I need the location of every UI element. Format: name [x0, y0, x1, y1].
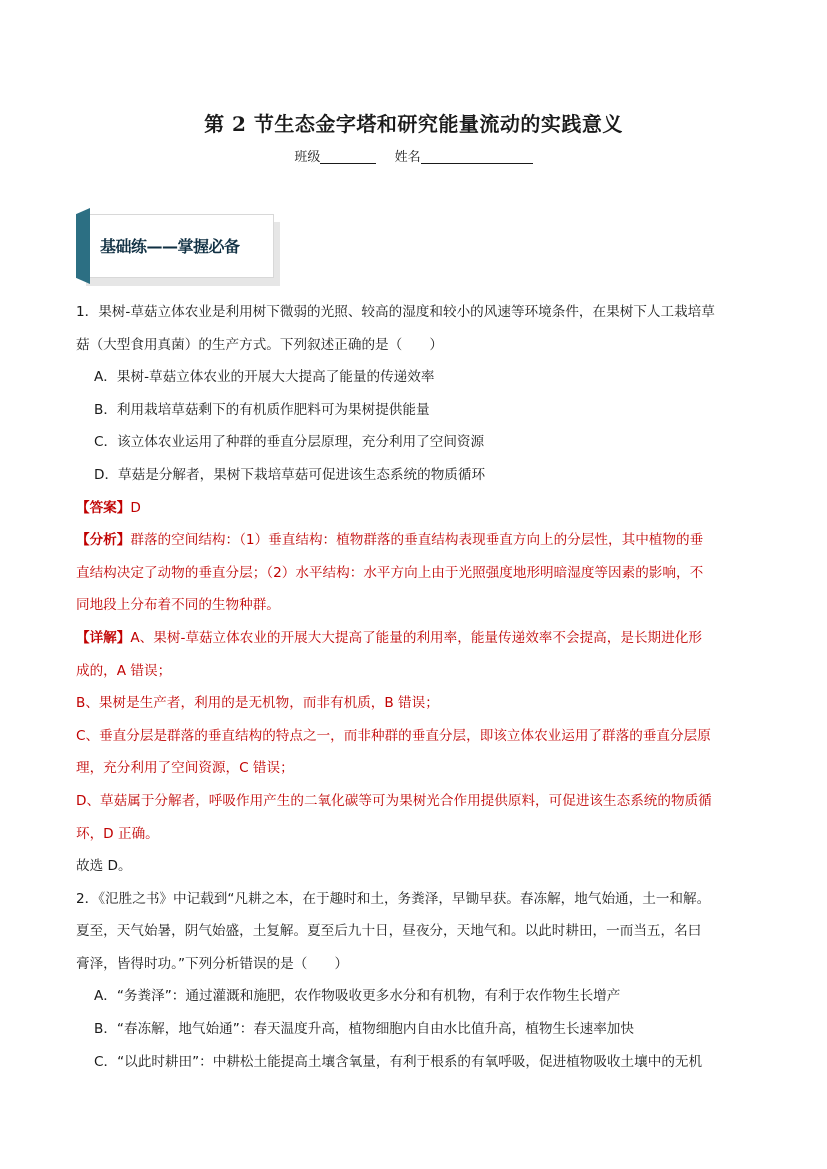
q2-option-b: B．“春冻解，地气始通”：春天温度升高，植物细胞内自由水比值升高，植物生长速率加快 — [94, 1021, 634, 1038]
analysis-text: 群落的空间结构：（1）垂直结构：植物群落的垂直结构表现垂直方向上的分层性，其中植物的垂 — [130, 532, 704, 549]
q2-stem-line: 2．《氾胜之书》中记载到“凡耕之本，在于趣时和土，务粪泽，早锄早获。春冻解，地气始通，土一和解。 — [76, 890, 711, 907]
page-title: 第 2 节生态金字塔和研究能量流动的实践意义 — [204, 112, 623, 136]
q1-detail-line: 环，D 正确。 — [76, 825, 159, 842]
banner-label: 基础练——掌握必备 — [100, 237, 240, 256]
class-name-line — [0, 146, 827, 165]
answer-tag: 【答案】 — [76, 499, 131, 516]
q1-analysis-line: 直结构决定了动物的垂直分层；（2）水平结构：水平方向上由于光照强度地形明暗湿度等因素的影响，不 — [76, 564, 704, 581]
q1-detail-line: 成的，A 错误； — [76, 662, 172, 679]
banner-tab — [76, 208, 90, 284]
question-content — [76, 296, 756, 1078]
analysis-tag: 【分析】 — [76, 532, 131, 549]
q2-option-c: C．“以此时耕田”：中耕松土能提高土壤含氧量，有利于根系的有氧呼吸，促进植物吸收土壤中的无机 — [94, 1053, 703, 1070]
answer-value: D — [130, 499, 141, 516]
q2-option-a: A．“务粪泽”：通过灌溉和施肥，农作物吸收更多水分和有机物，有利于农作物生长增产 — [94, 988, 621, 1005]
q1-option-a: A．果树-草菇立体农业的开展大大提高了能量的传递效率 — [94, 369, 435, 386]
q1-option-d: D．草菇是分解者，果树下栽培草菇可促进该生态系统的物质循环 — [94, 466, 486, 483]
q1-detail-line — [76, 622, 756, 655]
q1-stem-line: 1．果树-草菇立体农业是利用树下微弱的光照、较高的湿度和较小的风速等环境条件，在果树下人工栽培草 — [76, 304, 715, 320]
name-label: 姓名 — [394, 150, 421, 165]
class-blank — [320, 149, 376, 164]
q1-option-b: B．利用栽培草菇剩下的有机质作肥料可为果树提供能量 — [94, 401, 430, 418]
q2-stem-line: 夏至，天气始暑，阴气始盛，土复解。夏至后九十日，昼夜分，天地气和。以此时耕田，一而当五，名曰 — [76, 923, 702, 940]
q1-detail-line: C、垂直分层是群落的垂直结构的特点之一，而非种群的垂直分层，即该立体农业运用了群落的垂直分层原 — [76, 727, 711, 744]
q1-option-c: C．该立体农业运用了种群的垂直分层原理，充分利用了空间资源 — [94, 434, 485, 451]
q1-detail-line: 理，充分利用了空间资源，C 错误； — [76, 760, 294, 777]
q1-answer-line — [76, 492, 756, 525]
q2-stem-line: 膏泽，皆得时功。”下列分析错误的是（ ） — [76, 955, 349, 972]
section-banner — [76, 214, 280, 286]
class-label: 班级 — [294, 150, 321, 165]
detail-tag: 【详解】 — [76, 629, 131, 646]
q1-detail-line: B、果树是生产者，利用的是无机物，而非有机质，B 错误； — [76, 695, 439, 712]
q1-analysis-line — [76, 524, 756, 557]
q1-detail-line: D、草菇属于分解者，呼吸作用产生的二氧化碳等可为果树光合作用提供原料，可促进该生态系统的物质循 — [76, 792, 712, 809]
name-blank — [421, 149, 533, 164]
q1-stem-line: 菇（大型食用真菌）的生产方式。下列叙述正确的是（ ） — [76, 336, 444, 353]
detail-text: A、果树-草菇立体农业的开展大大提高了能量的利用率，能量传递效率不会提高，是长期进化形 — [130, 629, 702, 646]
q1-analysis-line: 同地段上分布着不同的生物种群。 — [76, 597, 280, 614]
q1-conclusion: 故选 D。 — [76, 858, 132, 875]
